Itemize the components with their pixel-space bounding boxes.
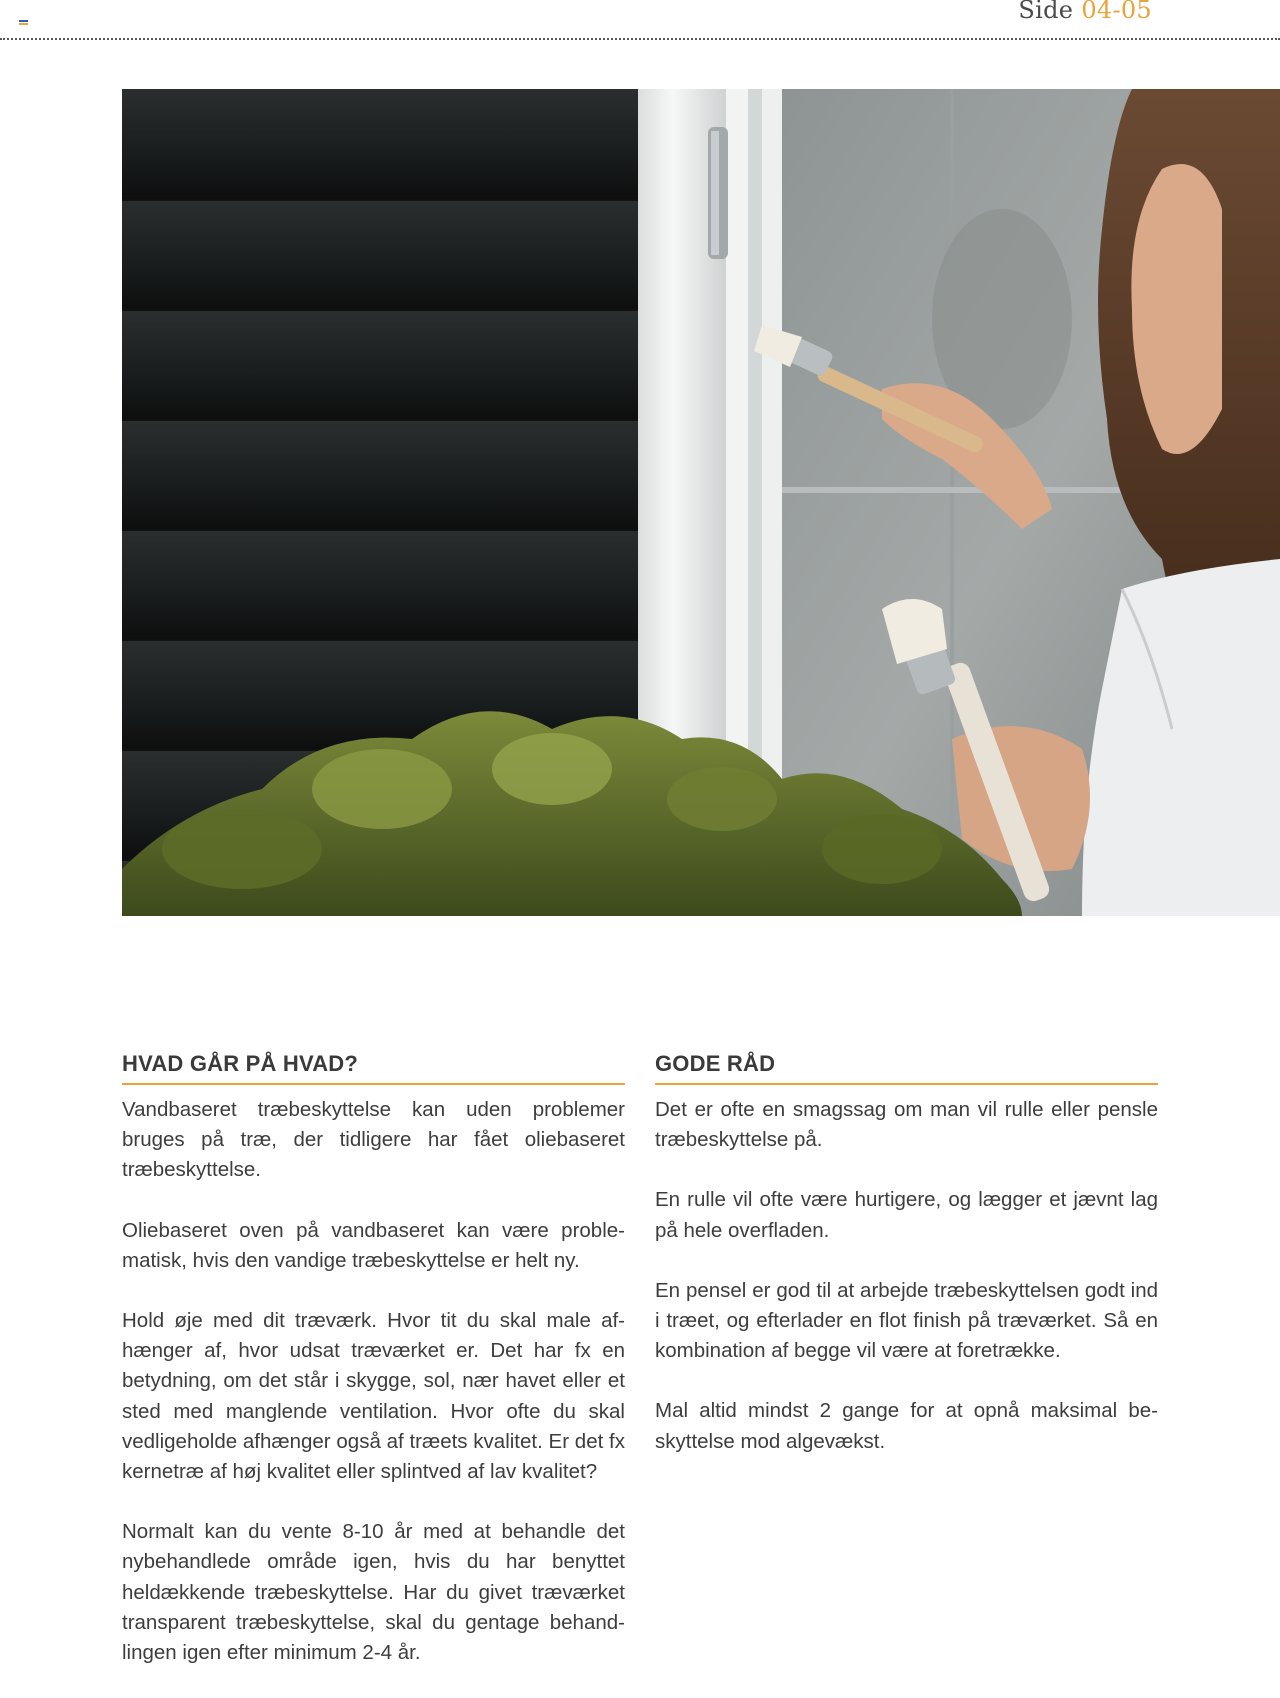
- left-column-heading: HVAD GÅR PÅ HVAD?: [122, 1047, 625, 1085]
- right-paragraph: En rulle vil ofte være hurtigere, og lægger et jævnt lag på hele overfladen.: [655, 1188, 1158, 1242]
- page-word: Side: [1018, 0, 1074, 24]
- header-divider: [0, 38, 1280, 40]
- menu-icon[interactable]: [19, 20, 28, 27]
- left-paragraph: Oliebaseret oven på vandbaseret kan være problematisk, hvis den vandige træbeskyttelse er helt ny.: [122, 1218, 625, 1272]
- right-paragraph: En pensel er god til at arbejde træbeskyttelsen godt ind i træet, og efterlader en flot finish på træværket. Så en kombination af begge vil være at foretrække.: [655, 1278, 1158, 1363]
- left-paragraph: Normalt kan du vente 8-10 år med at behandle det nybehandlede område igen, hvis du har benyttet heldækkende træbeskyttelse. Har du givet træværket transparent træbeskyttelse, skal du gentage behandlingen igen efter minimum 2-4 år.: [122, 1520, 625, 1665]
- left-column: [122, 1047, 625, 1698]
- right-column-heading: GODE RÅD: [655, 1047, 1158, 1085]
- left-column-body: [122, 1095, 625, 1668]
- right-column: [655, 1047, 1158, 1487]
- right-paragraph: Mal altid mindst 2 gange for at opnå maksimal beskyttelse mod algevækst.: [655, 1399, 1158, 1453]
- right-column-body: [655, 1095, 1158, 1457]
- right-paragraph: Det er ofte en smagssag om man vil rulle eller pensle træbeskyttelse på.: [655, 1098, 1158, 1152]
- left-paragraph: Hold øje med dit træværk. Hvor tit du skal male afhænger af, hvor udsat træværket er. Det har fx en betydning, om det står i skygge, sol, nær havet eller et sted med manglende ventilation. Hvor ofte du skal vedligeholde afhænger også af træets kvalitet. Er det fx kernetræ af høj kvalitet eller splintved af lav kvalitet?: [122, 1309, 625, 1484]
- hero-photo: [122, 89, 1280, 916]
- page-numbers: 04-05: [1081, 0, 1152, 24]
- page-number-label: [1018, 0, 1152, 24]
- left-paragraph: Vandbaseret træbeskyttelse kan uden problemer bruges på træ, der tidligere har fået oliebaseret træbeskyttelse.: [122, 1098, 625, 1182]
